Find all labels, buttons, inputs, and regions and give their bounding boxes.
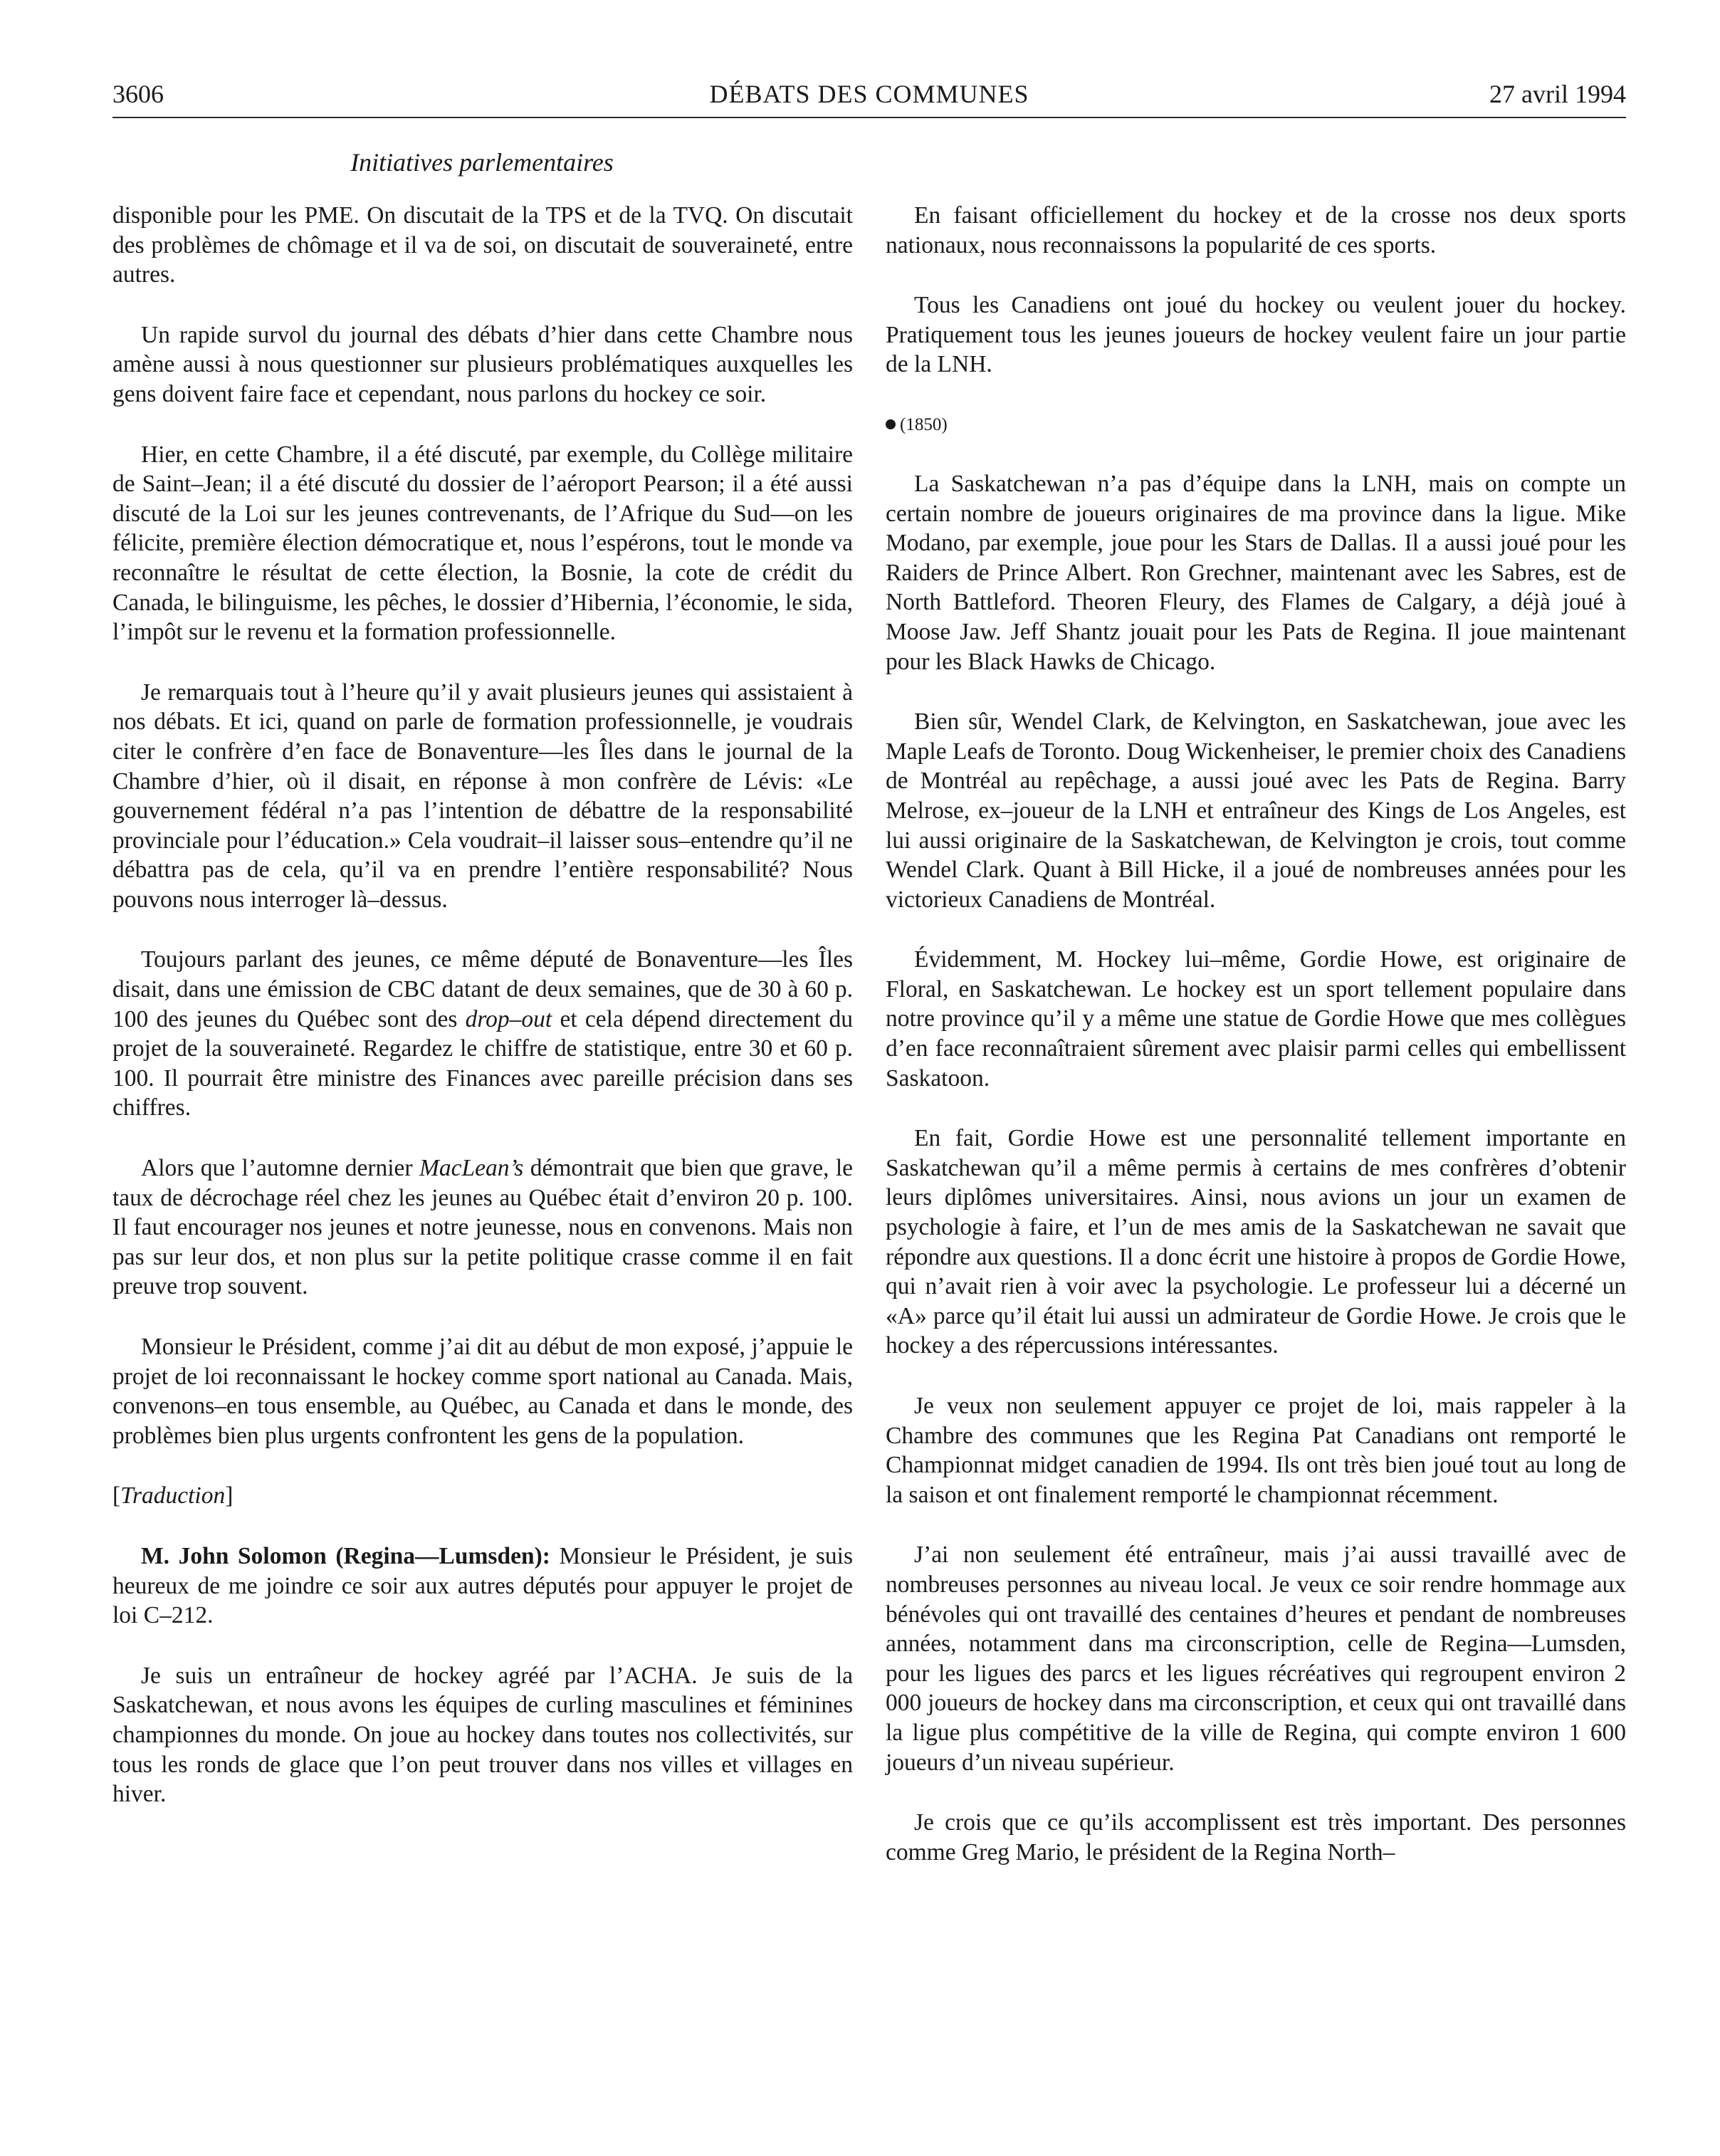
italic-term: drop–out	[465, 1005, 552, 1032]
text-run: démontrait que bien que grave, le taux de décrochage réel chez les jeunes au Québec était d’environ 20 p. 100. Il faut encourager nos jeunes et notre jeunesse, nous en convenons. Mais non pas sur leur dos, et non plus sur la petite politique crasse comme il en fait preuve trop souvent.	[112, 1155, 854, 1300]
paragraph: En faisant officiellement du hockey et de la crosse nos deux sports nationaux, nous reconnaissons la popularité de ces sports.	[886, 202, 1626, 258]
italic-term: MacLean’s	[419, 1155, 524, 1182]
page-number: 3606	[112, 80, 164, 108]
paragraph: Bien sûr, Wendel Clark, de Kelvington, en Saskatchewan, joue avec les Maple Leafs de Toronto. Doug Wickenheiser, le premier choix des Canadiens de Montréal au repêchage, a aussi joué avec les Pats de Regina. Barry Melrose, ex–joueur de la LNH et entraîneur des Kings de Los Angeles, est lui aussi originaire de la Saskatchewan, de Kelvington je crois, tout comme Wendel Clark. Quant à Bill Hicke, il a joué de nombreuses années pour les victorieux Canadiens de Montréal.	[886, 708, 1626, 913]
paragraph: Je veux non seulement appuyer ce projet de loi, mais rappeler à la Chambre des communes que les Regina Pat Canadians ont remporté le Championnat midget canadien de 1994. Ils ont très bien joué tout au long de la saison et ont finalement remporté le championnat récemment.	[886, 1393, 1626, 1508]
paragraph: Tous les Canadiens ont joué du hockey ou veulent jouer du hockey. Pratiquement tous les jeunes joueurs de hockey veulent faire un jour partie de la LNH.	[886, 292, 1626, 378]
right-column	[886, 201, 1626, 1898]
paragraph	[112, 1153, 853, 1302]
paragraph: En fait, Gordie Howe est une personnalité tellement importante en Saskatchewan qu’il a même permis à certains de mes confrères d’obtenir leurs diplômes universitaires. Ainsi, nous avions un jour un examen de psychologie à faire, et l’un de mes amis de la Saskatchewan ne savait que répondre aux questions. Il a donc écrit une histoire à propos de Gordie Howe, qui n’avait rien à voir avec la psychologie. Le professeur lui a décerné un «A» parce qu’il était lui aussi un admirateur de Gordie Howe. Je crois que le hockey a des répercussions intéressantes.	[886, 1125, 1626, 1359]
text-run: Monsieur le Président, je suis heureux de me joindre ce soir aux autres députés pour appuyer le projet de loi C–212.	[112, 1542, 853, 1629]
paragraph: Je crois que ce qu’ils accomplissent est très important. Des personnes comme Greg Mario, le président de la Regina North–	[886, 1809, 1626, 1865]
speech-paragraph	[112, 1542, 853, 1631]
bracket: ]	[225, 1482, 234, 1509]
section-title: Initiatives parlementaires	[350, 148, 614, 177]
text-run: Alors que l’automne dernier	[141, 1155, 419, 1182]
publication-title: DÉBATS DES COMMUNES	[709, 80, 1029, 108]
translation-label: Traduction	[120, 1482, 226, 1509]
time-marker	[886, 410, 1626, 439]
paragraph: Évidemment, M. Hockey lui–même, Gordie Howe, est originaire de Floral, en Saskatchewan. Le hockey est un sport tellement populaire dans notre province qu’il y a même une statue de Gordie Howe que mes collègues d’en face reconnaîtraient sûrement avec plaisir parmi celles qui embellissent Saskatoon.	[886, 946, 1626, 1092]
paragraph: Je suis un entraîneur de hockey agréé par l’ACHA. Je suis de la Saskatchewan, et nous avons les équipes de curling masculines et féminines championnes du monde. On joue au hockey dans toutes nos collectivités, sur tous les ronds de glace que l’on peut trouver dans nos villes et villages en hiver.	[112, 1662, 853, 1808]
speaker-name: M. John Solomon (Regina—Lumsden):	[141, 1542, 550, 1569]
issue-date: 27 avril 1994	[1489, 80, 1626, 108]
left-column	[112, 201, 853, 1840]
paragraph: Je remarquais tout à l’heure qu’il y avait plusieurs jeunes qui assistaient à nos débats. Et ici, quand on parle de formation professionnelle, je voudrais citer le confrère d’en face de Bonaventure—les Îles dans le journal de la Chambre d’hier, où il disait, en réponse à mon confrère de Lévis: «Le gouvernement fédéral n’a pas l’intention de débattre de la responsabilité provinciale pour l’éducation.» Cela voudrait–il laisser sous–entendre qu’il ne débattra pas de cela, qu’il va en prendre l’entière responsabilité? Nous pouvons nous interroger là–dessus.	[112, 679, 853, 913]
paragraph: Monsieur le Président, comme j’ai dit au début de mon exposé, j’appuie le projet de loi reconnaissant le hockey comme sport national au Canada. Mais, convenons–en tous ensemble, au Québec, au Canada et dans le monde, des problèmes bien plus urgents confrontent les gens de la population.	[112, 1334, 853, 1449]
paragraph-continued: disponible pour les PME. On discutait de la TPS et de la TVQ. On discutait des problèmes de chômage et il va de soi, on discutait de souveraineté, entre autres.	[112, 202, 853, 288]
bracket: [	[112, 1482, 121, 1509]
text-run: et cela dépend directement du projet de la souveraineté. Regardez le chiffre de statistique, entre 30 et 60 p. 100. Il pourrait être ministre des Finances avec pareille précision dans ses chiffres.	[112, 1005, 853, 1121]
translation-note	[112, 1481, 853, 1511]
paragraph: Un rapide survol du journal des débats d’hier dans cette Chambre nous amène aussi à nous questionner sur plusieurs problématiques auxquelles les gens doivent faire face et cependant, nous parlons du hockey ce soir.	[112, 321, 853, 407]
paragraph	[112, 945, 853, 1123]
paragraph: La Saskatchewan n’a pas d’équipe dans la LNH, mais on compte un certain nombre de joueurs originaires de ma province dans la ligue. Mike Modano, par exemple, joue pour les Stars de Dallas. Il a aussi joué pour les Raiders de Prince Albert. Ron Grechner, maintenant avec les Sabres, est de North Battleford. Theoren Fleury, des Flames de Calgary, a déjà joué à Moose Jaw. Jeff Shantz jouait pour les Pats de Regina. Il joue maintenant pour les Black Hawks de Chicago.	[886, 470, 1626, 675]
bullet-icon	[886, 419, 896, 429]
time-marker-label: (1850)	[900, 414, 948, 434]
running-header	[112, 74, 1626, 118]
paragraph: Hier, en cette Chambre, il a été discuté, par exemple, du Collège militaire de Saint–Jean; il a été discuté du dossier de l’aéroport Pearson; il a été aussi discuté de la Loi sur les jeunes contrevenants, de l’Afrique du Sud—on les félicite, première élection démocratique et, nous l’espérons, tout le monde va reconnaître le résultat de cette élection, la Bosnie, la cote de crédit du Canada, le bilinguisme, les pêches, le dossier d’Hibernia, l’économie, le sida, l’impôt sur le revenu et la formation professionnelle.	[112, 441, 853, 646]
paragraph: J’ai non seulement été entraîneur, mais j’ai aussi travaillé avec de nombreuses personnes au niveau local. Je veux ce soir rendre hommage aux bénévoles qui ont travaillé des centaines d’heures et pendant de nombreuses années, notamment dans ma circonscription, celle de Regina—Lumsden, pour les ligues des parcs et les ligues récréatives qui regroupent environ 2 000 joueurs de hockey dans ma circonscription, et ceux qui ont travaillé dans la ligue plus compétitive de la ville de Regina, qui compte environ 1 600 joueurs d’un niveau supérieur.	[886, 1542, 1626, 1776]
text-run: Toujours parlant des jeunes, ce même député de Bonaventure—les Îles disait, dans une émission de CBC datant de deux semaines, que de 30 à 60 p. 100 des jeunes du Québec sont des	[112, 946, 853, 1032]
